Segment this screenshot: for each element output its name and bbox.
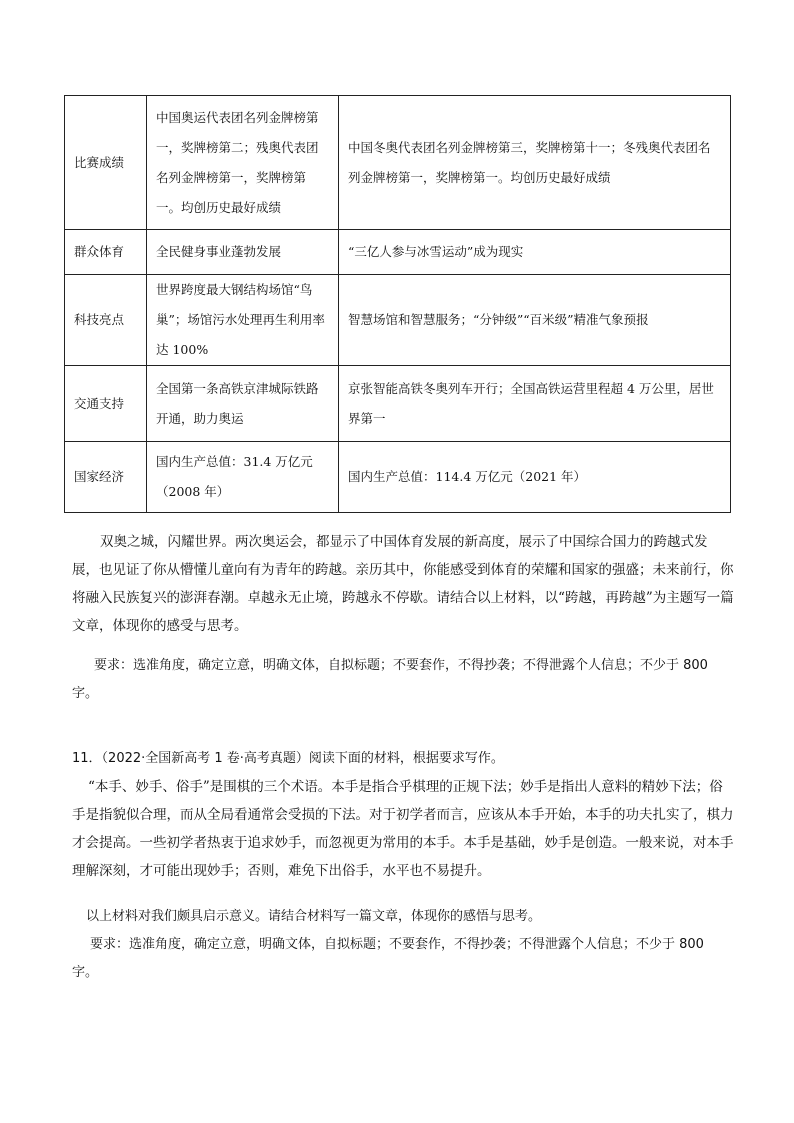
row-label: 科技亮点 — [65, 275, 147, 366]
summer-2008-cell: 全国第一条高铁京津城际铁路开通，助力奥运 — [147, 366, 339, 442]
q11-heading: 11．（2022·全国新高考 1 卷·高考真题）阅读下面的材料，根据要求写作。 — [72, 751, 504, 766]
table-row — [65, 442, 731, 513]
table-row — [65, 230, 731, 275]
row-label: 比赛成绩 — [65, 96, 147, 230]
winter-2022-cell: 智慧场馆和智慧服务；“分钟级”“百米级”精准气象预报 — [339, 275, 731, 366]
row-label: 交通支持 — [65, 366, 147, 442]
q11-requirement-paragraph: 要求：选准角度，确定立意，明确文体，自拟标题；不要套作，不得抄袭；不得泄露个人信息；不少于 800 字。 — [72, 937, 704, 980]
winter-2022-cell: 国内生产总值：114.4 万亿元（2021 年） — [339, 442, 731, 513]
table-row — [65, 366, 731, 442]
row-label: 国家经济 — [65, 442, 147, 513]
q11-material-paragraph: “本手、妙手、俗手”是围棋的三个术语。本手是指合乎棋理的正规下法；妙手是指出人意料的精妙下法；俗手是指貌似合理，而从全局看通常会受损的下法。对于初学者而言，应该从本手开始，本手的功夫扎实了，棋力才会提高。一些初学者热衷于追求妙手，而忽视更为常用的本手。本手是基础，妙手是创造。一般来说，对本手理解深刻，才可能出现妙手；否则，难免下出俗手，水平也不易提升。 — [72, 779, 734, 879]
winter-2022-cell: 京张智能高铁冬奥列车开行；全国高铁运营里程超 4 万公里，居世界第一 — [339, 366, 731, 442]
summer-2008-cell: 国内生产总值：31.4 万亿元（2008 年） — [147, 442, 339, 513]
olympics-comparison-table — [64, 95, 731, 513]
row-label: 群众体育 — [65, 230, 147, 275]
q10-requirement-paragraph: 要求：选准角度，确定立意，明确文体，自拟标题；不要套作，不得抄袭；不得泄露个人信息；不少于 800 字。 — [72, 658, 708, 701]
summer-2008-cell: 中国奥运代表团名列金牌榜第一，奖牌榜第二；残奥代表团名列金牌榜第一，奖牌榜第一。均创历史最好成绩 — [147, 96, 339, 230]
summer-2008-cell: 全民健身事业蓬勃发展 — [147, 230, 339, 275]
table-row — [65, 96, 731, 230]
winter-2022-cell: 中国冬奥代表团名列金牌榜第三，奖牌榜第十一；冬残奥代表团名列金牌榜第一，奖牌榜第一。均创历史最好成绩 — [339, 96, 731, 230]
q11-prompt-paragraph: 以上材料对我们颇具启示意义。请结合材料写一篇文章，体现你的感悟与思考。 — [86, 909, 542, 924]
winter-2022-cell: “三亿人参与冰雪运动”成为现实 — [339, 230, 731, 275]
table-row — [65, 275, 731, 366]
q10-material-paragraph: 双奥之城，闪耀世界。两次奥运会，都显示了中国体育发展的新高度，展示了中国综合国力的跨越式发展，也见证了你从懵懂儿童向有为青年的跨越。亲历其中，你能感受到体育的荣耀和国家的强盛；未来前行，你将融入民族复兴的澎湃春潮。卓越永无止境，跨越永不停歇。请结合以上材料，以“跨越，再跨越”为主题写一篇文章，体现你的感受与思考。 — [72, 534, 734, 634]
summer-2008-cell: 世界跨度最大钢结构场馆“鸟巢”；场馆污水处理再生利用率达 100% — [147, 275, 339, 366]
